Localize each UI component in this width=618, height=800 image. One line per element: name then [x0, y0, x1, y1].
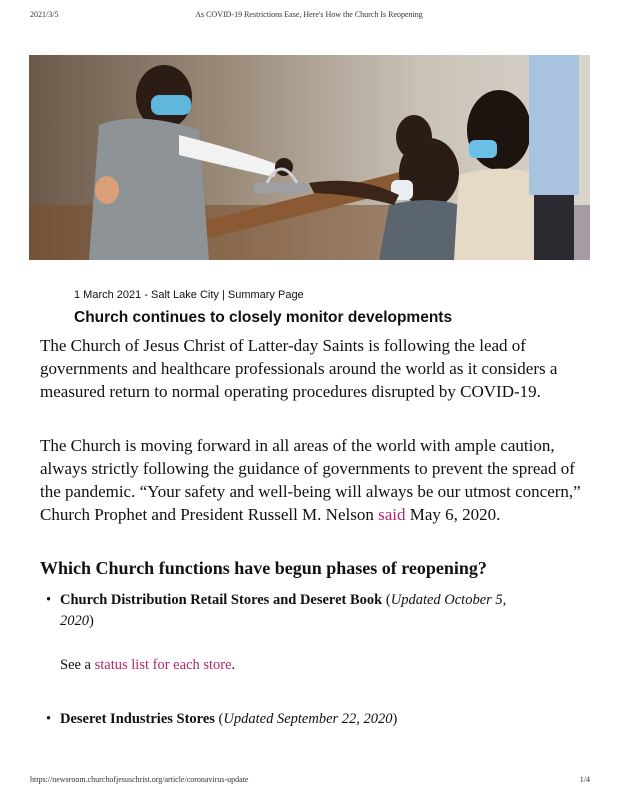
- page-number: 1/4: [579, 775, 590, 784]
- hero-photo-illustration: [29, 55, 590, 260]
- list-item-body: [60, 709, 516, 730]
- said-link[interactable]: said: [378, 505, 406, 524]
- section-title: Which Church functions have begun phases of reopening?: [40, 558, 487, 578]
- see-suffix: .: [231, 657, 236, 673]
- see-prefix: See a: [60, 657, 95, 673]
- list-bullet: •: [46, 592, 52, 608]
- paragraph-caution-date: May 6, 2020.: [405, 505, 501, 524]
- list-bullet: •: [46, 711, 52, 727]
- article-subheading: Church continues to closely monitor developments: [74, 309, 453, 326]
- store-status-link[interactable]: status list for each store: [94, 657, 232, 673]
- list-item-paren-close: ): [392, 711, 398, 727]
- store-status-note: [60, 657, 235, 674]
- list-item-paren-open: (: [214, 711, 224, 727]
- list-item-paren-open: (: [382, 592, 391, 608]
- list-item-updated: Updated October 5, 2020: [60, 592, 507, 629]
- hero-image: [29, 55, 590, 260]
- print-date: 2021/3/5: [30, 10, 59, 19]
- paragraph-caution: [40, 434, 588, 526]
- print-url: https://newsroom.churchofjesuschrist.org/article/coronavirus-update: [30, 775, 249, 784]
- list-item-title: Deseret Industries Stores: [60, 711, 215, 727]
- list-item-paren-close: ): [89, 613, 94, 629]
- paragraph-intro: The Church of Jesus Christ of Latter-day Saints is following the lead of governments and healthcare professionals around the world as it considers a measured return to normal operating procedures disrupted by COVID-19.: [40, 336, 558, 401]
- print-page-title: As COVID-19 Restrictions Ease, Here's How the Church Is Reopening: [195, 10, 423, 19]
- print-footer: [0, 775, 618, 787]
- article-meta: 1 March 2021 - Salt Lake City | Summary Page: [74, 289, 304, 301]
- list-item-title: Church Distribution Retail Stores and Deseret Book: [60, 592, 383, 608]
- print-header: [0, 10, 618, 24]
- paragraph-caution-text: The Church is moving forward in all areas of the world with ample caution, always strictly following the guidance of governments to prevent the spread of the pandemic. “Your safety and well-being will always be our utmost concern,” Church Prophet and President Russell M. Nelson: [40, 436, 581, 524]
- list-item-updated: Updated September 22, 2020: [223, 711, 393, 727]
- list-item-body: [60, 590, 516, 632]
